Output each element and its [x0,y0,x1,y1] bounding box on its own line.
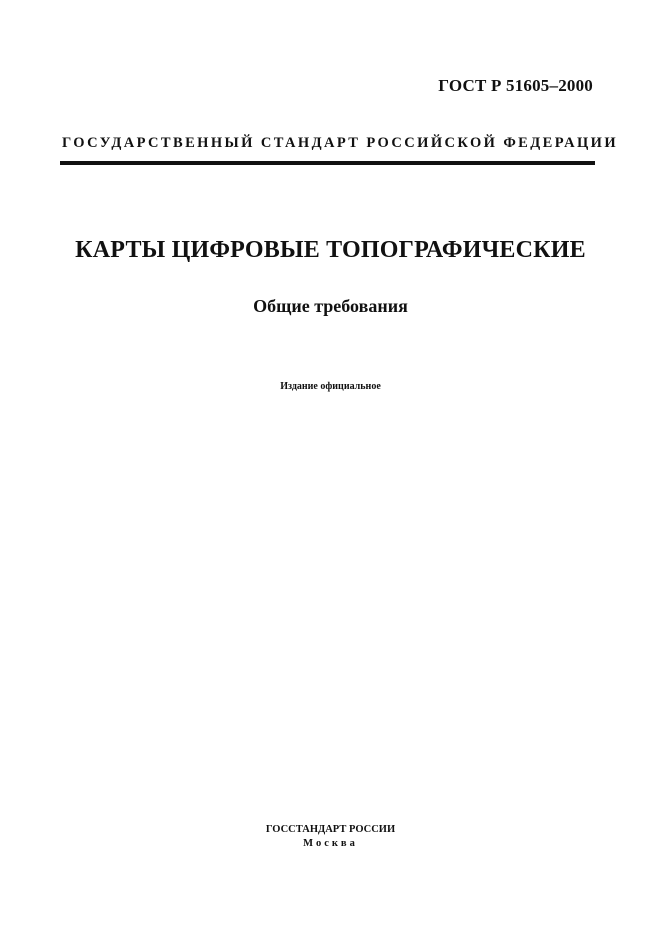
publisher-name: ГОССТАНДАРТ РОССИИ [265,824,396,835]
header-divider [60,161,595,165]
state-standard-heading: ГОСУДАРСТВЕННЫЙ СТАНДАРТ РОССИЙСКОЙ ФЕДЕРАЦИИ [62,135,619,151]
publisher-city: Москва [303,838,358,849]
document-subtitle: Общие требования [253,296,408,316]
document-title: КАРТЫ ЦИФРОВЫЕ ТОПОГРАФИЧЕСКИЕ [75,237,586,263]
standard-number: ГОСТ Р 51605–2000 [438,76,593,95]
edition-note: Издание официальное [280,381,381,392]
